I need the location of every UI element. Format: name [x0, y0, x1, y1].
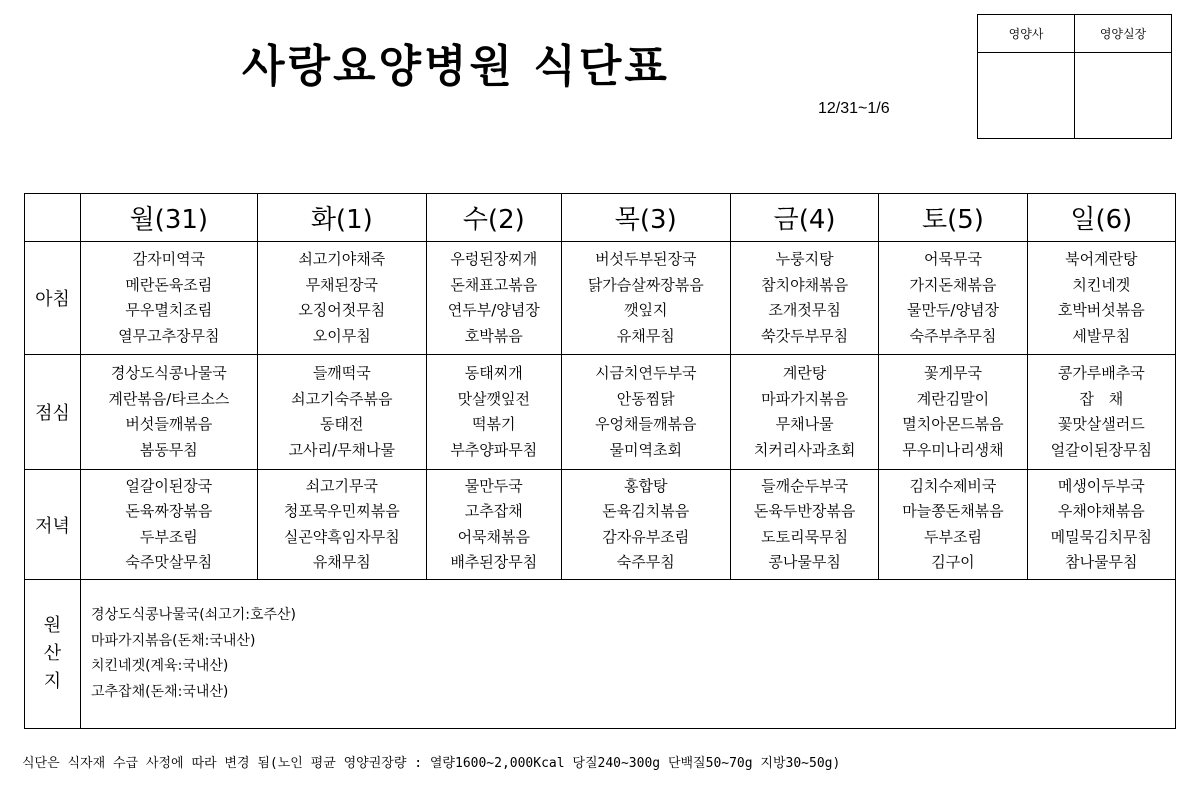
menu-item: 멸치아몬드볶음	[902, 415, 1004, 433]
menu-item: 감자미역국	[132, 250, 206, 268]
day-header-row	[25, 194, 1176, 242]
menu-item: 치킨네겟	[1072, 275, 1131, 294]
menu-item: 얼갈이된장무침	[1050, 440, 1153, 459]
menu-item: 우채야채볶음	[1057, 502, 1145, 520]
menu-cell-breakfast-sun	[1027, 242, 1175, 355]
menu-item: 버섯두부된장국	[595, 250, 697, 268]
menu-item: 쑥갓두부무침	[761, 326, 849, 345]
menu-item: 호박버섯볶음	[1057, 301, 1145, 319]
menu-item: 호박볶음	[464, 326, 523, 345]
day-header-mon: 월(31)	[81, 194, 258, 242]
menu-item: 무우멸치조림	[125, 301, 213, 319]
day-header-thu: 목(3)	[561, 194, 730, 242]
menu-cell-lunch-wed	[426, 355, 561, 470]
approval-manager-sign	[1075, 53, 1172, 139]
menu-item: 꽃맛살샐러드	[1057, 415, 1145, 433]
menu-item: 도토리묵무침	[761, 527, 849, 546]
footer-note: 식단은 식자재 수급 사정에 따라 변경 됨(노인 평균 영양권장량 : 열량1600~2,000Kcal 당질240~300g 단백질50~70g 지방30~50g)	[22, 756, 841, 771]
menu-item: 가지돈채볶음	[909, 275, 997, 294]
origin-label-char: 지	[43, 671, 62, 692]
meal-label-dinner: 저녁	[25, 470, 81, 580]
day-header-sat: 토(5)	[879, 194, 1027, 242]
menu-item: 들깨순두부국	[761, 476, 849, 495]
origin-label-char: 원	[43, 615, 62, 636]
meal-row-breakfast	[25, 242, 1176, 355]
origin-list	[81, 580, 1176, 729]
origin-item: 고추잡채(돈채:국내산)	[91, 683, 229, 700]
menu-item: 오징어젓무침	[298, 301, 386, 319]
menu-cell-breakfast-fri	[730, 242, 878, 355]
menu-item: 봄동무침	[139, 440, 198, 459]
menu-cell-breakfast-tue	[257, 242, 426, 355]
menu-item: 고추잡채	[464, 502, 523, 520]
menu-item: 어묵채볶음	[457, 527, 531, 546]
menu-item: 배추된장무침	[450, 553, 538, 571]
menu-item: 쇠고기숙주볶음	[291, 389, 393, 408]
menu-item: 돈육김치볶음	[602, 502, 690, 520]
menu-cell-dinner-sun	[1027, 470, 1175, 580]
menu-item: 감자유부조림	[602, 527, 690, 546]
menu-item: 메밀묵김치무침	[1050, 527, 1153, 546]
menu-item: 두부조림	[139, 527, 198, 546]
origin-label	[25, 580, 81, 729]
origin-item: 마파가지볶음(돈채:국내산)	[91, 632, 256, 649]
menu-item: 동태전	[320, 415, 364, 433]
menu-item: 참치야채볶음	[761, 275, 849, 294]
menu-item: 부추양파무침	[450, 440, 538, 459]
approval-dietitian-label: 영양사	[978, 15, 1075, 53]
corner-cell	[25, 194, 81, 242]
menu-item: 숙주맛살무침	[125, 553, 213, 571]
menu-cell-breakfast-mon	[81, 242, 258, 355]
menu-cell-breakfast-wed	[426, 242, 561, 355]
origin-item: 치킨네겟(계육:국내산)	[91, 658, 229, 674]
menu-item: 계란김말이	[916, 389, 990, 408]
menu-item: 김치수제비국	[909, 476, 997, 495]
menu-item: 계란볶음/타르소스	[108, 389, 230, 408]
menu-item: 얼갈이된장국	[125, 476, 213, 495]
menu-item: 우렁된장찌개	[450, 250, 538, 268]
menu-cell-lunch-sun	[1027, 355, 1175, 470]
menu-item: 물만두국	[464, 476, 523, 495]
menu-item: 쇠고기무국	[305, 476, 379, 495]
origin-row	[25, 580, 1176, 729]
menu-item: 깻잎지	[624, 301, 668, 319]
menu-item: 안동찜닭	[616, 389, 675, 408]
meal-label-lunch: 점심	[25, 355, 81, 470]
menu-item: 무우미나리생채	[902, 440, 1004, 459]
menu-item: 돈육두반장볶음	[753, 502, 856, 520]
menu-item: 유채무침	[312, 553, 371, 571]
menu-item: 떡볶기	[472, 415, 516, 433]
menu-item: 실곤약흑임자무침	[283, 527, 400, 546]
menu-item: 콩나물무침	[768, 553, 841, 571]
menu-cell-dinner-sat	[879, 470, 1027, 580]
menu-item: 두부조림	[923, 527, 982, 546]
menu-item: 돈육짜장볶음	[125, 502, 213, 520]
menu-item: 세발무침	[1072, 326, 1131, 345]
menu-item: 홍합탕	[624, 476, 668, 495]
menu-item: 들깨떡국	[312, 364, 371, 382]
menu-item: 메란돈육조림	[125, 275, 213, 294]
menu-item: 콩가루배추국	[1057, 364, 1145, 382]
menu-cell-lunch-sat	[879, 355, 1027, 470]
menu-item: 숙주부추무침	[909, 326, 997, 345]
menu-item: 쇠고기야채죽	[298, 250, 386, 268]
menu-item: 북어계란탕	[1065, 250, 1138, 268]
menu-item: 마늘쫑돈채볶음	[902, 502, 1004, 520]
menu-cell-dinner-thu	[561, 470, 730, 580]
menu-item: 숙주무침	[616, 553, 675, 571]
menu-cell-dinner-fri	[730, 470, 878, 580]
menu-item: 경상도식콩나물국	[110, 364, 227, 382]
date-range: 12/31~1/6	[818, 100, 890, 117]
menu-item: 치커리사과초회	[753, 440, 856, 459]
menu-item: 고사리/무채나물	[288, 440, 396, 459]
menu-cell-breakfast-thu	[561, 242, 730, 355]
menu-item: 계란탕	[782, 364, 827, 382]
menu-item: 잡 채	[1079, 389, 1124, 408]
menu-item: 연두부/양념장	[447, 301, 540, 319]
menu-item: 물만두/양념장	[906, 301, 999, 319]
approval-dietitian-sign	[978, 53, 1075, 139]
meal-row-dinner	[25, 470, 1176, 580]
menu-item: 무채된장국	[305, 275, 379, 294]
menu-item: 버섯들깨볶음	[125, 415, 213, 433]
menu-item: 꽃게무국	[923, 364, 982, 382]
menu-cell-dinner-tue	[257, 470, 426, 580]
menu-cell-dinner-wed	[426, 470, 561, 580]
day-header-sun: 일(6)	[1027, 194, 1175, 242]
origin-label-char: 산	[43, 643, 62, 664]
menu-item: 김구이	[931, 553, 975, 571]
meal-label-breakfast: 아침	[25, 242, 81, 355]
menu-item: 물미역초회	[609, 440, 682, 459]
menu-cell-lunch-thu	[561, 355, 730, 470]
menu-cell-dinner-mon	[81, 470, 258, 580]
approval-manager-label: 영양실장	[1075, 15, 1172, 53]
menu-cell-lunch-mon	[81, 355, 258, 470]
page-title: 사랑요양병원 식단표	[242, 41, 670, 92]
day-header-tue: 화(1)	[257, 194, 426, 242]
menu-cell-breakfast-sat	[879, 242, 1027, 355]
menu-item: 누룽지탕	[775, 250, 834, 268]
menu-item: 무채나물	[775, 415, 834, 433]
menu-item: 시금치연두부국	[595, 364, 697, 382]
menu-item: 오이무침	[312, 326, 371, 345]
menu-item: 마파가지볶음	[761, 389, 849, 408]
day-header-wed: 수(2)	[426, 194, 561, 242]
menu-item: 돈채표고볶음	[450, 275, 538, 294]
menu-cell-lunch-fri	[730, 355, 878, 470]
menu-item: 조개젓무침	[768, 301, 841, 319]
menu-item: 참나물무침	[1065, 553, 1138, 571]
menu-item: 맛살깻잎전	[457, 389, 531, 408]
origin-item: 경상도식콩나물국(쇠고기:호주산)	[91, 607, 296, 623]
meal-row-lunch	[25, 355, 1176, 470]
menu-table	[24, 193, 1176, 729]
menu-item: 메생이두부국	[1057, 476, 1145, 495]
day-header-fri: 금(4)	[730, 194, 878, 242]
menu-item: 열무고추장무침	[118, 326, 220, 345]
menu-item: 동태찌개	[464, 364, 523, 382]
menu-item: 닭가슴살짜장볶음	[587, 275, 704, 294]
approval-box	[977, 14, 1172, 139]
menu-item: 청포묵우민찌볶음	[283, 502, 400, 520]
menu-item: 유채무침	[616, 326, 675, 345]
menu-item: 어묵무국	[923, 250, 982, 268]
menu-item: 우엉채들깨볶음	[595, 415, 697, 433]
menu-cell-lunch-tue	[257, 355, 426, 470]
